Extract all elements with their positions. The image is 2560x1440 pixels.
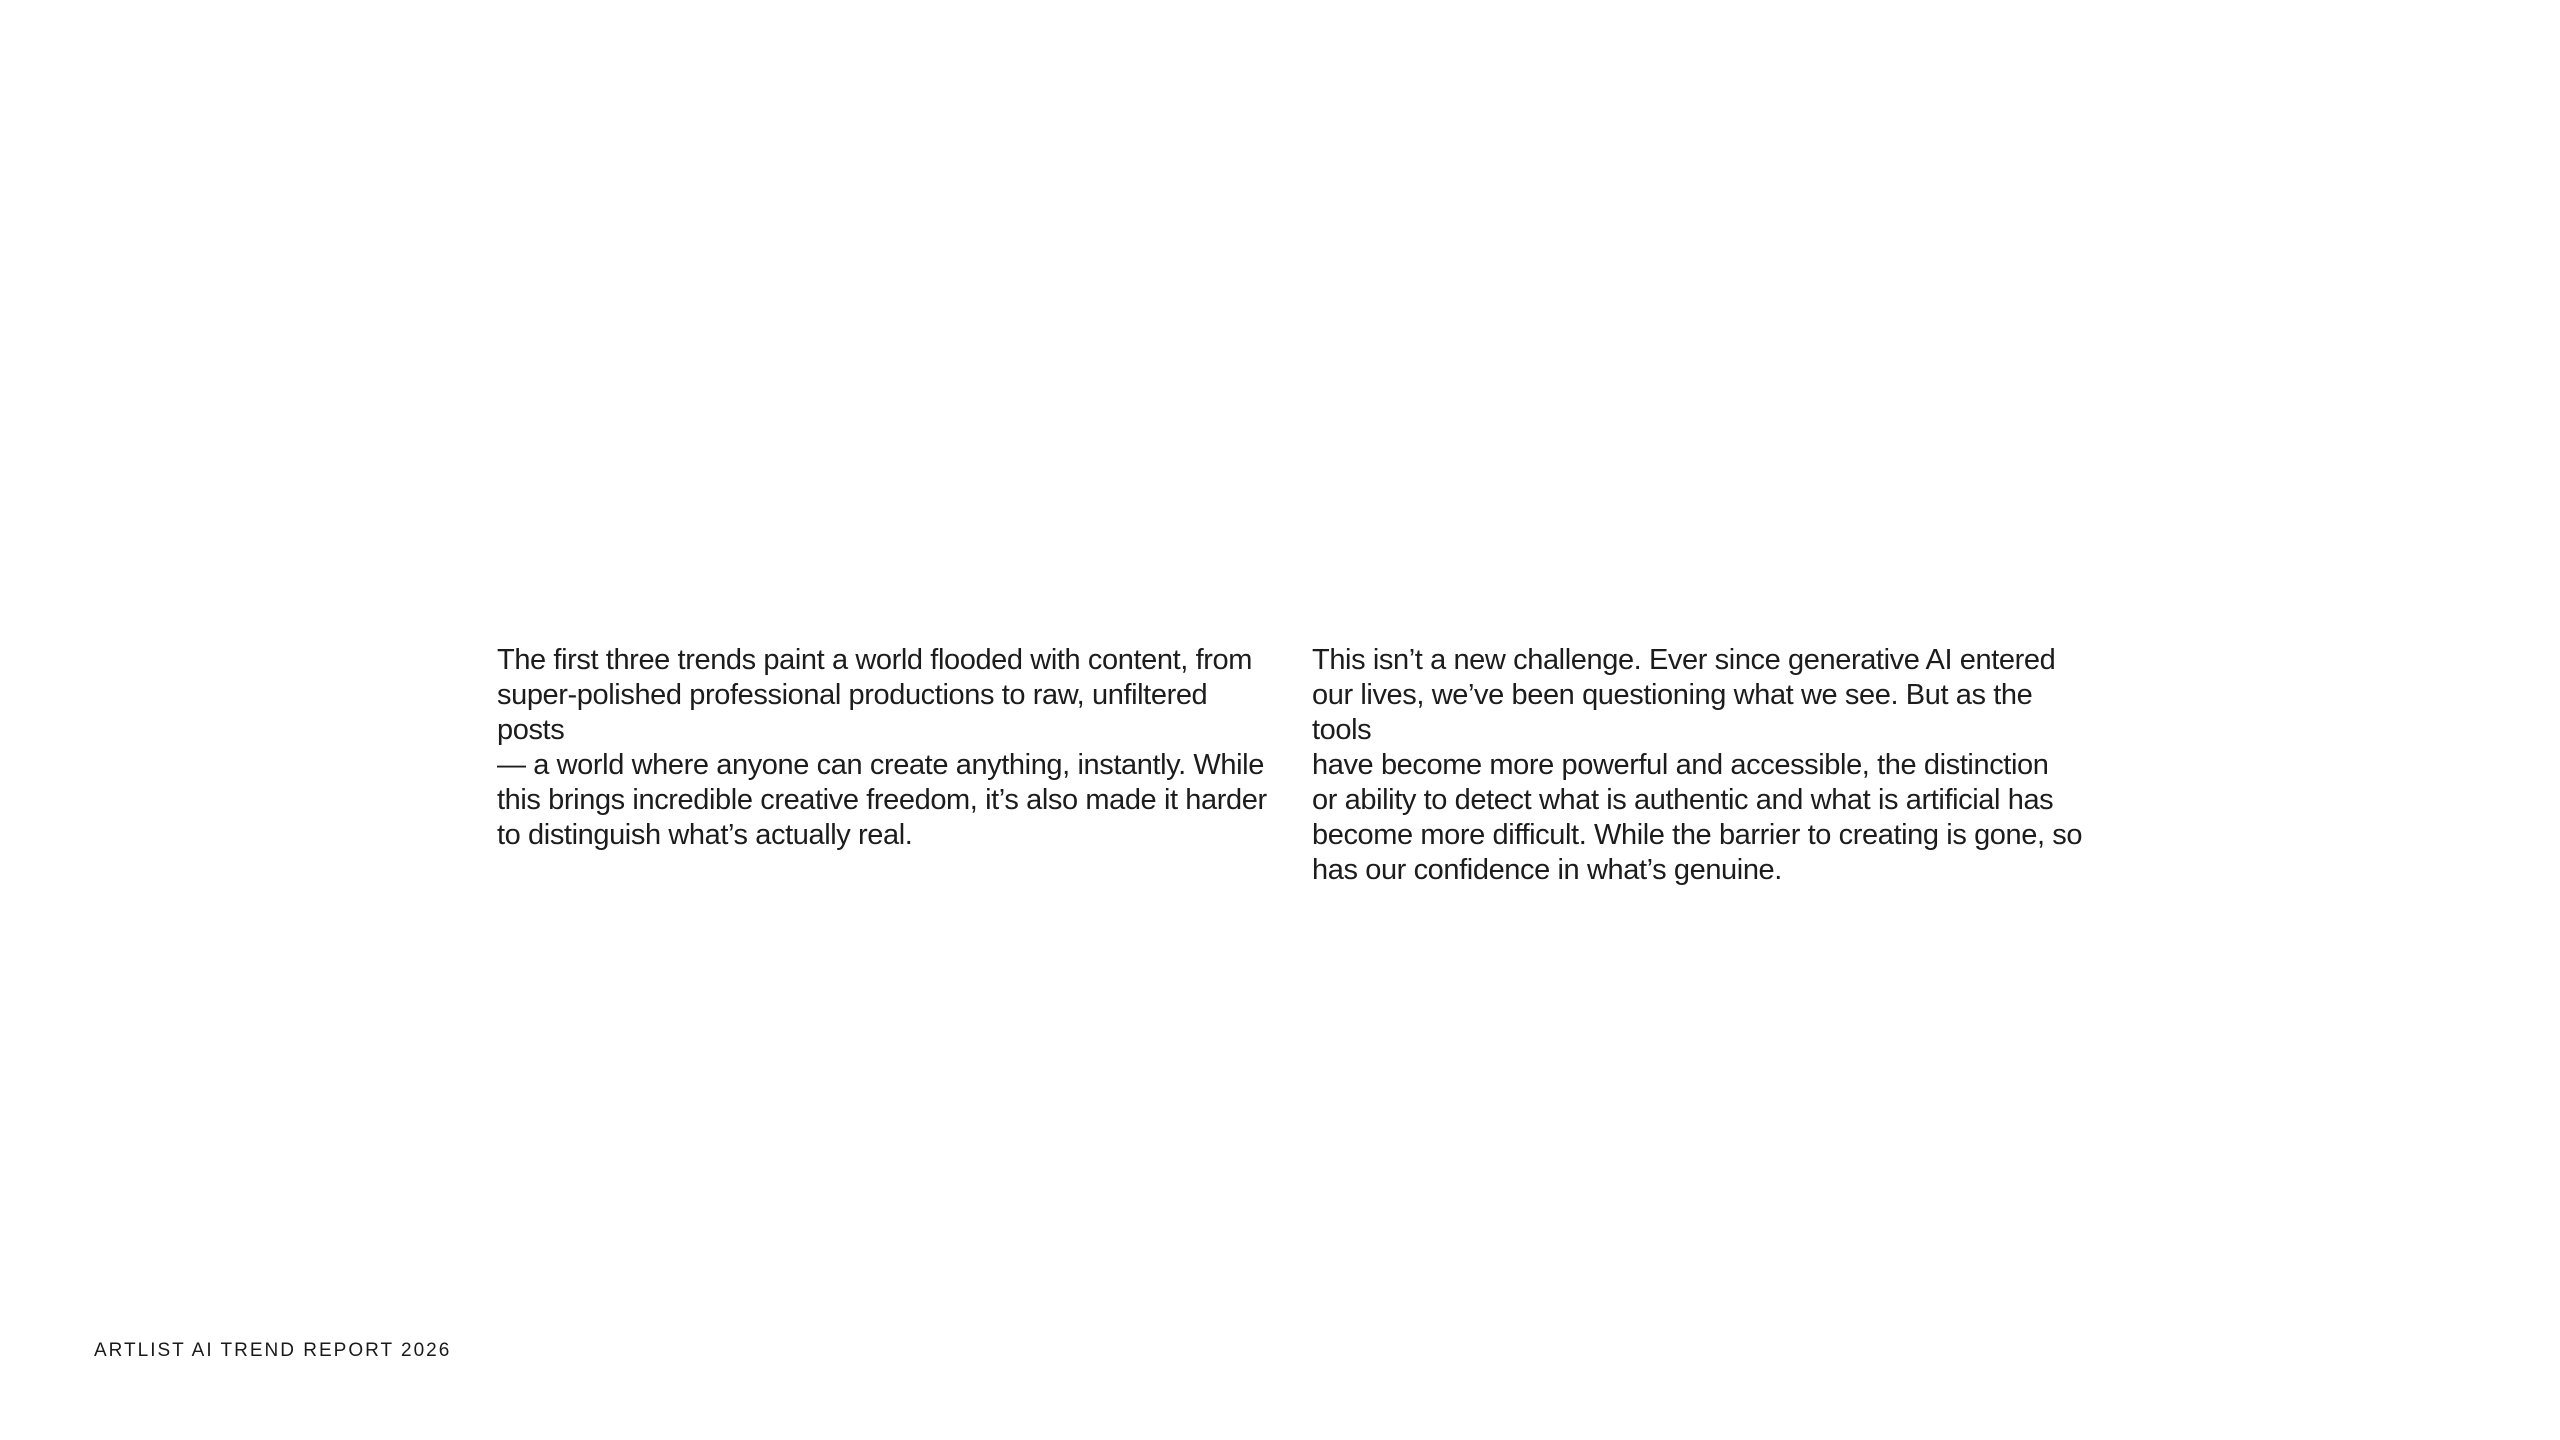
body-text-columns — [497, 643, 2092, 888]
report-footer-label: ARTLIST AI TREND REPORT 2026 — [94, 1340, 452, 1361]
left-paragraph: The first three trends paint a world flooded with content, from super-polished professional productions to raw, unfiltered posts — a world where anyone can create anything, instantly. While this brings incredible creative freedom, it’s also made it harder to distinguish what’s actually real. — [497, 644, 1267, 851]
right-paragraph: This isn’t a new challenge. Ever since generative AI entered our lives, we’ve been questioning what we see. But as the tools have become more powerful and accessible, the distinction or ability to detect what is authentic and what is artificial has become more difficult. While the barrier to creating is gone, so has our confidence in what’s genuine. — [1312, 644, 2083, 886]
